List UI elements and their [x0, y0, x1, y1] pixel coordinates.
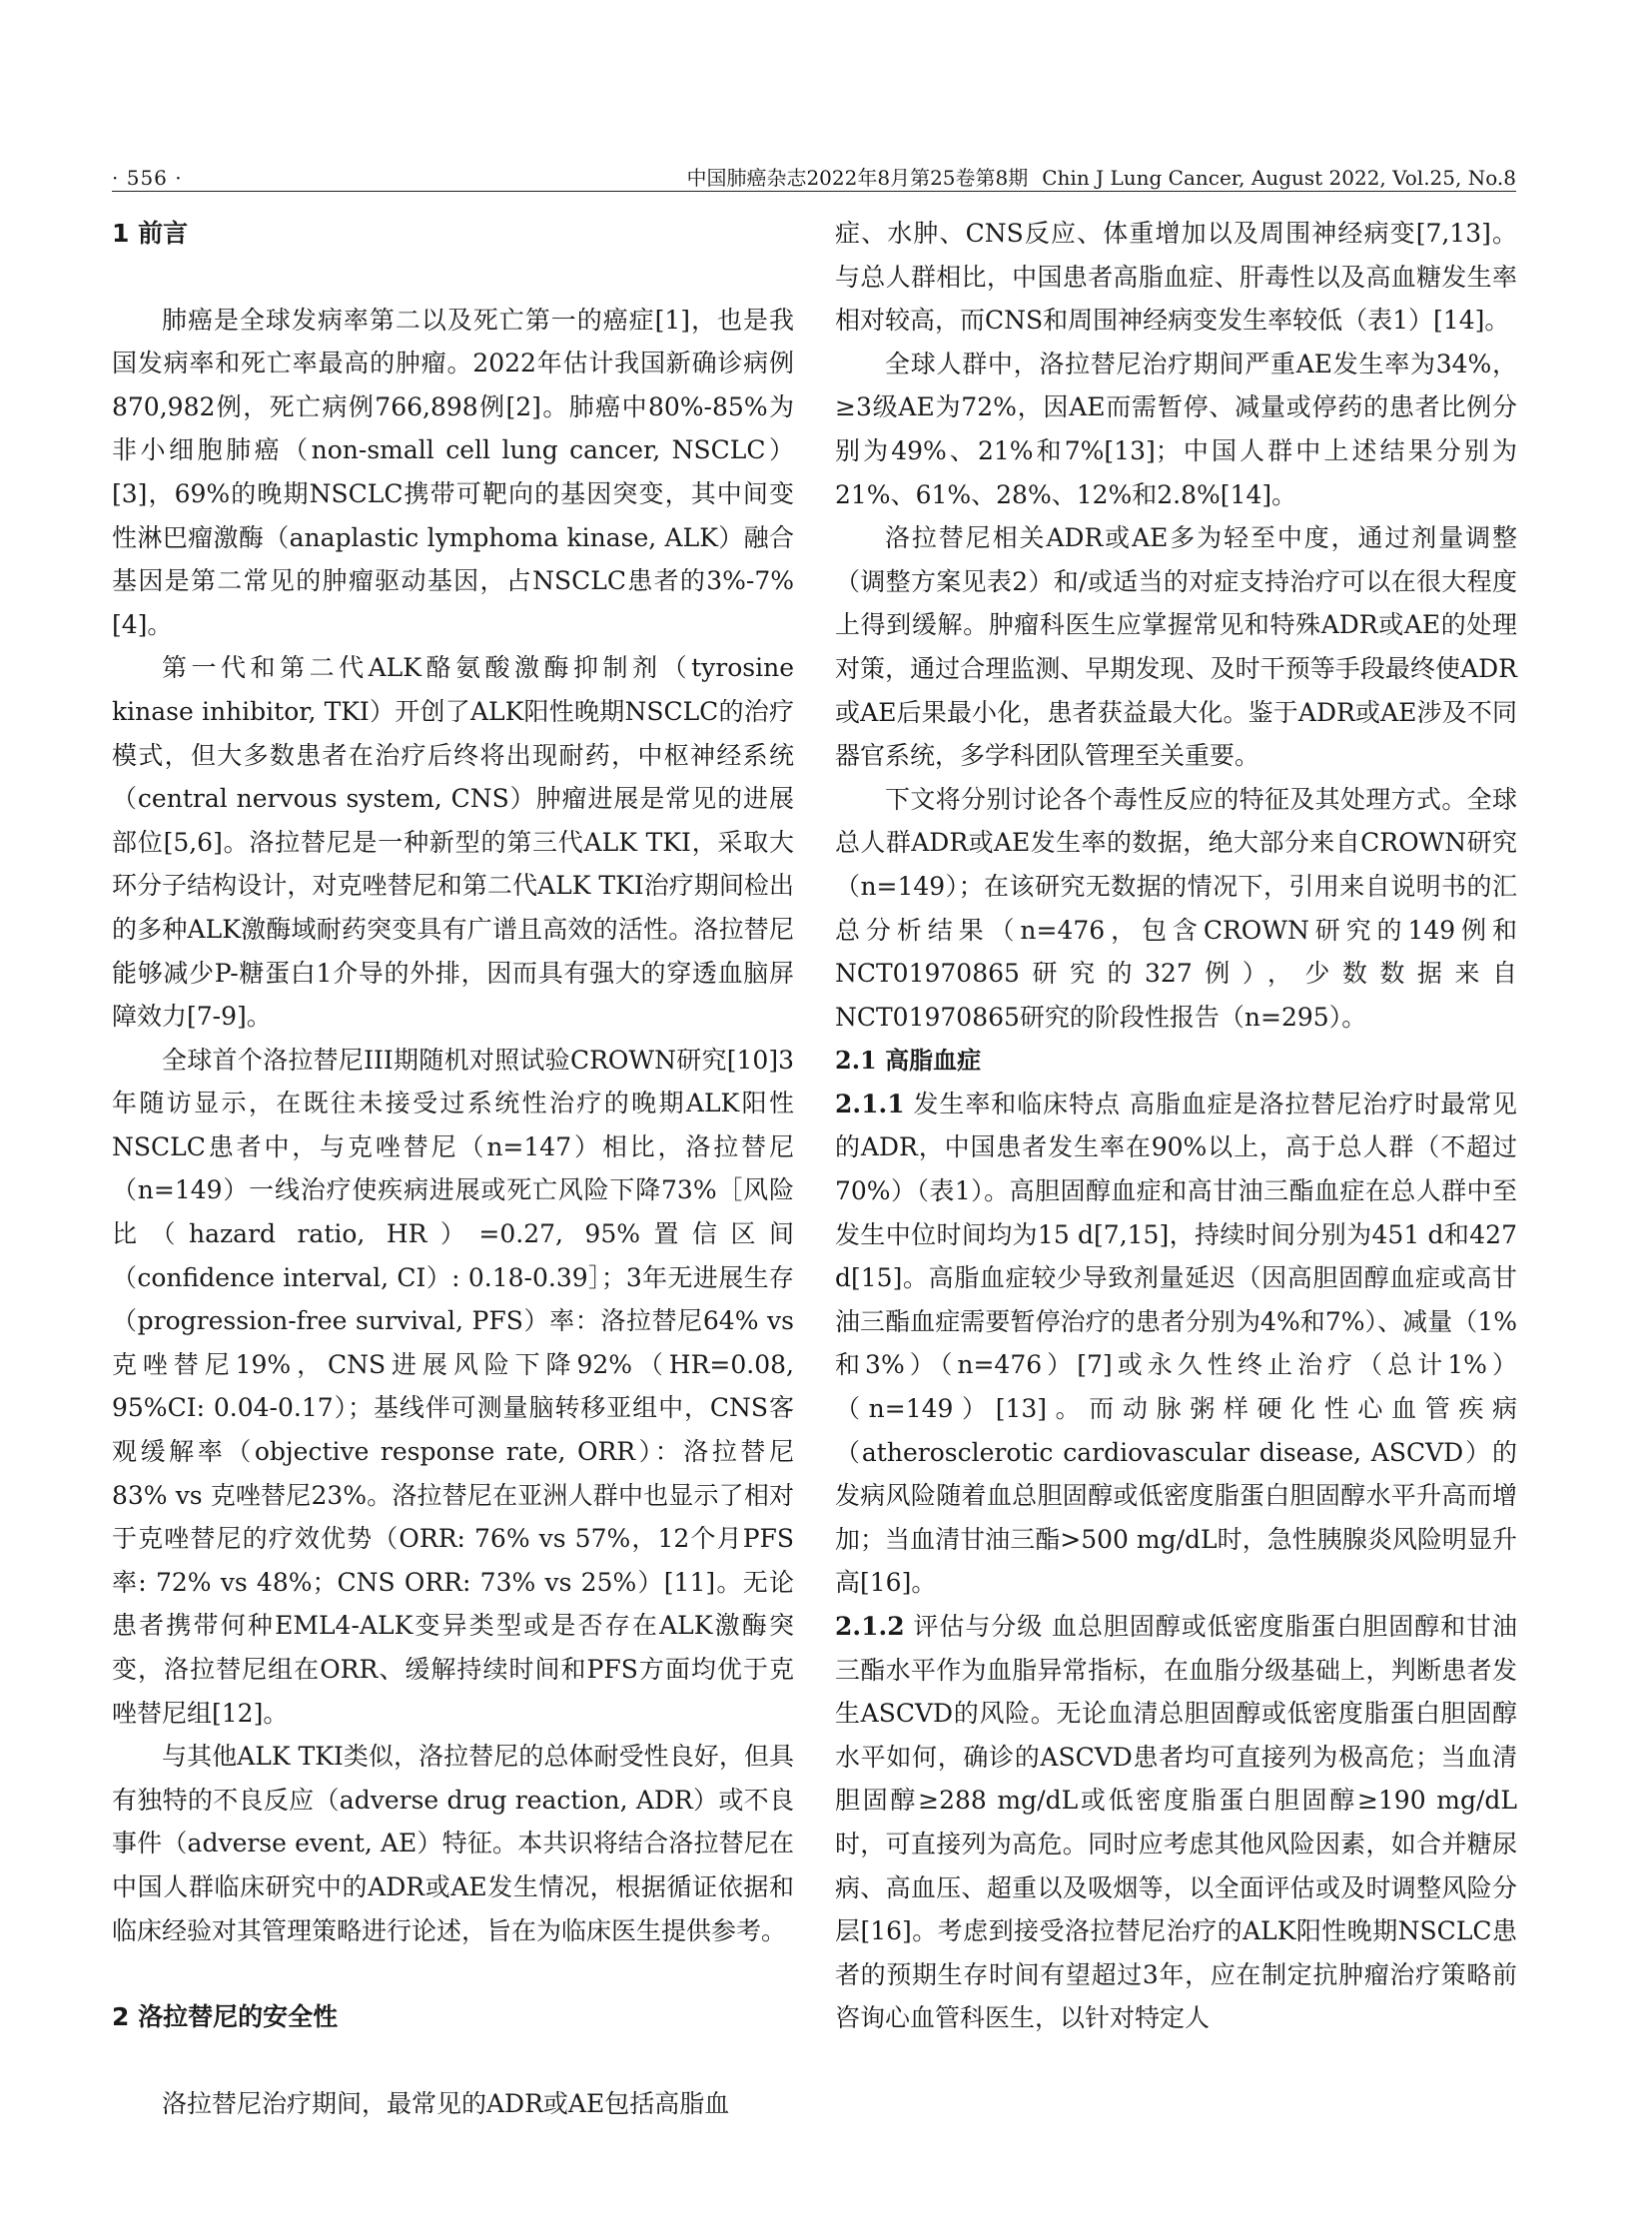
- paragraph: 肺癌是全球发病率第二以及死亡第一的癌症[1]，也是我国发病率和死亡率最高的肿瘤。2022年估计我国新确诊病例870,982例，死亡病例766,898例[2]。肺癌中80%-85%为非小细胞肺癌（non-small cell lung cancer, NSCLC）[3]，69%的晚期NSCLC携带可靶向的基因突变，其中间变性淋巴瘤激酶（anaplastic lymphoma kinase, ALK）融合基因是第二常见的肿瘤驱动基因，占NSCLC患者的3%-7%[4]。: [112, 305, 794, 639]
- paragraph: 症、水肿、CNS反应、体重增加以及周围神经病变[7,13]。与总人群相比，中国患者高脂血症、肝毒性以及高血糖发生率相对较高，而CNS和周围神经病变发生率较低（表1）[14]。: [835, 219, 1517, 336]
- left-column: [112, 212, 794, 2125]
- right-column: [835, 212, 1517, 2040]
- journal-citation: [686, 166, 1516, 190]
- subsection-2-1-heading: 2.1 高脂血症: [835, 1046, 982, 1076]
- paragraph: 全球首个洛拉替尼III期随机对照试验CROWN研究[10]3年随访显示，在既往未接受过系统性治疗的晚期ALK阳性NSCLC患者中，与克唑替尼（n=147）相比，洛拉替尼（n=149）一线治疗使疾病进展或死亡风险下降73%［风险比（hazard ratio, HR）=0.27, 95%置信区间（confidence interval, CI）: 0.18-0.39］；3年无进展生存（progression-free survival, PFS）率：洛拉替尼64% vs 克唑替尼19%，CNS进展风险下降92%（HR=0.08, 95%CI: 0.04-0.17）；基线伴可测量脑转移亚组中，CNS客观缓解率（objective response rate, ORR）：洛拉替尼83% vs 克唑替尼23%。洛拉替尼在亚洲人群中也显示了相对于克唑替尼的疗效优势（ORR: 76% vs 57%，12个月PFS率: 72% vs 48%；CNS ORR: 73% vs 25%）[11]。无论患者携带何种EML4-ALK变异类型或是否存在ALK激酶突变，洛拉替尼组在ORR、缓解持续时间和PFS方面均优于克唑替尼组[12]。: [112, 1045, 794, 1728]
- journal-name-cn: 中国肺癌杂志2022年8月第25卷第8期: [686, 166, 1029, 190]
- page-number: · 556 ·: [112, 166, 183, 190]
- paragraph: 发生率和临床特点 高脂血症是洛拉替尼治疗时最常见的ADR，中国患者发生率在90%以上，高于总人群（不超过70%）（表1）。高胆固醇血症和高甘油三酯血症在总人群中至发生中位时间均为15 d[7,15]，持续时间分别为451 d和427 d[15]。高脂血症较少导致剂量延迟（因高胆固醇血症或高甘油三酯血症需要暂停治疗的患者分别为4%和7%）、减量（1%和3%）（n=476）[7]或永久性终止治疗（总计1%）（n=149）[13]。而动脉粥样硬化性心血管疾病（atherosclerotic cardiovascular disease, ASCVD）的发病风险随着血总胆固醇或低密度脂蛋白胆固醇水平升高而增加；当血清甘油三酯>500 mg/dL时，急性胰腺炎风险明显升高[16]。: [835, 1089, 1517, 1598]
- journal-name-en: Chin J Lung Cancer, August 2022, Vol.25, No.8: [1042, 166, 1516, 190]
- paragraph: 与其他ALK TKI类似，洛拉替尼的总体耐受性良好，但具有独特的不良反应（adverse drug reaction, ADR）或不良事件（adverse event, AE）特征。本共识将结合洛拉替尼在中国人群临床研究中的ADR或AE发生情况，根据循证依据和临床经验对其管理策略进行论述，旨在为临床医生提供参考。: [112, 1742, 794, 1945]
- paragraph: 全球人群中，洛拉替尼治疗期间严重AE发生率为34%，≥3级AE为72%，因AE而需暂停、减量或停药的患者比例分别为49%、21%和7%[13]；中国人群中上述结果分别为21%、61%、28%、12%和2.8%[14]。: [835, 349, 1517, 509]
- paragraph: 下文将分别讨论各个毒性反应的特征及其处理方式。全球总人群ADR或AE发生率的数据，绝大部分来自CROWN研究（n=149）；在该研究无数据的情况下，引用来自说明书的汇总分析结果（n=476，包含CROWN研究的149例和NCT01970865研究的327例），少数数据来自NCT01970865研究的阶段性报告（n=295）。: [835, 784, 1517, 1032]
- paragraph: 洛拉替尼相关ADR或AE多为轻至中度，通过剂量调整（调整方案见表2）和/或适当的对症支持治疗可以在很大程度上得到缓解。肿瘤科医生应掌握常见和特殊ADR或AE的处理对策，通过合理监测、早期发现、及时干预等手段最终使ADR或AE后果最小化，患者获益最大化。鉴于ADR或AE涉及不同器官系统，多学科团队管理至关重要。: [835, 523, 1517, 771]
- paragraph: 洛拉替尼治疗期间，最常见的ADR或AE包括高脂血: [162, 2088, 730, 2118]
- section-2-heading: 2 洛拉替尼的安全性: [112, 2002, 339, 2032]
- subsection-2-1-2: [835, 1605, 1517, 2040]
- subsection-2-1-1: [835, 1083, 1517, 1605]
- paragraph: 第一代和第二代ALK酪氨酸激酶抑制剂（tyrosine kinase inhibitor, TKI）开创了ALK阳性晚期NSCLC的治疗模式，但大多数患者在治疗后终将出现耐药，中枢神经系统（central nervous system, CNS）肿瘤进展是常见的进展部位[5,6]。洛拉替尼是一种新型的第三代ALK TKI，采取大环分子结构设计，对克唑替尼和第二代ALK TKI治疗期间检出的多种ALK激酶域耐药突变具有广谱且高效的活性。洛拉替尼能够减少P-糖蛋白1介导的外排，因而具有强大的穿透血脑屏障效力[7-9]。: [112, 653, 794, 1032]
- subsection-label: 2.1.2: [835, 1612, 905, 1641]
- header-rule: [112, 191, 1516, 192]
- paragraph: 评估与分级 血总胆固醇或低密度脂蛋白胆固醇和甘油三酯水平作为血脂异常指标，在血脂分级基础上，判断患者发生ASCVD的风险。无论血清总胆固醇或低密度脂蛋白胆固醇水平如何，确诊的ASCVD患者均可直接列为极高危；当血清胆固醇≥288 mg/dL或低密度脂蛋白胆固醇≥190 mg/dL时，可直接列为高危。同时应考虑其他风险因素，如合并糖尿病、高血压、超重以及吸烟等，以全面评估或及时调整风险分层[16]。考虑到接受洛拉替尼治疗的ALK阳性晚期NSCLC患者的预期生存时间有望超过3年，应在制定抗肿瘤治疗策略前咨询心血管科医生，以针对特定人: [835, 1612, 1517, 2033]
- section-1-heading: 1 前言: [112, 219, 189, 248]
- subsection-label: 2.1.1: [835, 1089, 905, 1118]
